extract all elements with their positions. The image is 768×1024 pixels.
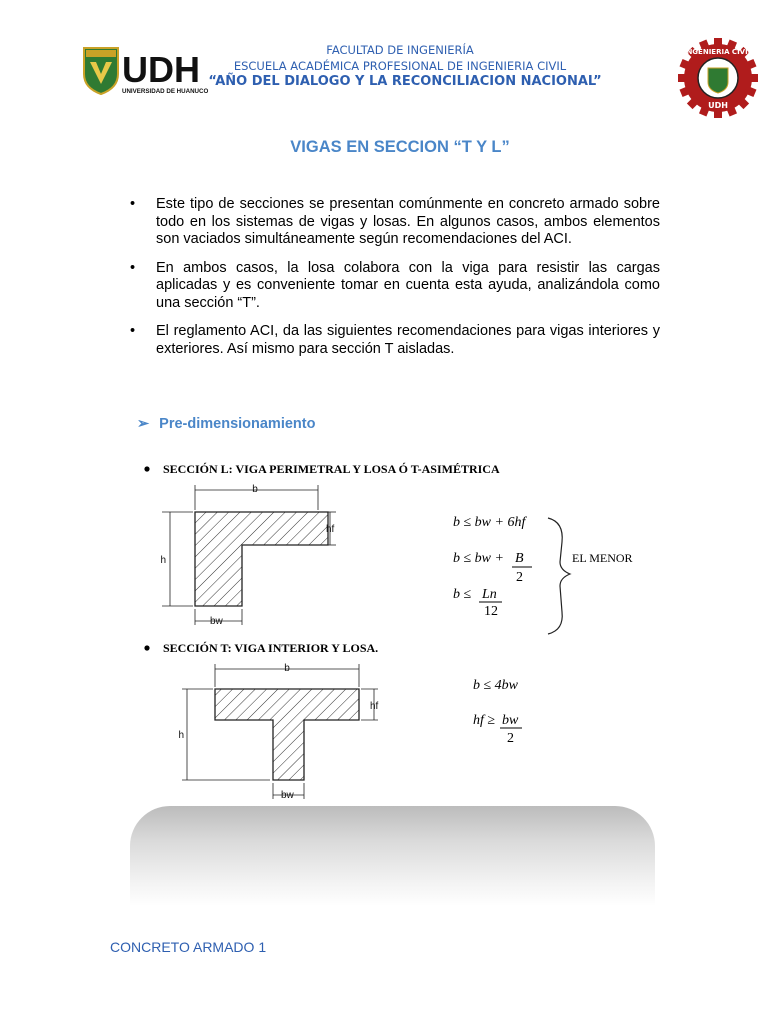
eq-t-1: b ≤ 4bw [473, 678, 519, 693]
bullet-marker: • [130, 323, 136, 339]
dim-h-label: h [178, 730, 184, 741]
bullet-marker: • [130, 259, 136, 276]
bullet-marker: • [130, 196, 136, 212]
dim-h-label: h [160, 555, 166, 566]
logo-subtitle: UNIVERSIDAD DE HUANUCO [122, 88, 209, 95]
bullet-item [130, 260, 660, 313]
dim-hf-label: hf [326, 524, 335, 535]
subheading-text: Pre-dimensionamiento [159, 416, 316, 432]
page-title: VIGAS EN SECCION “T Y L” [290, 138, 510, 156]
dim-bw-label: bw [281, 790, 294, 801]
school-name: ESCUELA ACADÉMICA PROFESIONAL DE INGENIERIA CIVIL [233, 59, 567, 73]
brace-label: EL MENOR [572, 551, 633, 565]
eq-l-3-den: 12 [484, 604, 498, 619]
bullet-dot [144, 466, 149, 471]
beam-sections-figure [130, 452, 655, 802]
section-l-heading: SECCIÓN L: VIGA PERIMETRAL Y LOSA Ó T-ASIMÉTRICA [163, 462, 500, 476]
subheading [137, 416, 315, 432]
bullet-text: Este tipo de secciones se presentan comúnmente en concreto armado sobre todo en los sistemas de vigas y losas. En algunos casos, ambos elementos son vaciados simultáneamente según recomendaciones del ACI. [156, 196, 660, 247]
dim-hf-label: hf [370, 701, 379, 712]
bullet-text: El reglamento ACI, da las siguientes recomendaciones para vigas interiores y exteriores. Así mismo para sección T aisladas. [156, 323, 660, 357]
bullet-item [130, 196, 660, 249]
seal-text-bottom: UDH [708, 101, 728, 110]
dim-b-label: b [252, 484, 258, 495]
eq-l-2: b ≤ bw + [453, 551, 504, 566]
bullet-dot [144, 645, 149, 650]
eq-l-2-den: 2 [516, 570, 523, 585]
t-section-shape [215, 689, 359, 780]
civil-engineering-seal [678, 38, 758, 118]
eq-t-2-num: bw [502, 713, 519, 728]
seal-text-top: INGENIERIA CIVIL [683, 48, 753, 56]
eq-l-3: b ≤ [453, 587, 472, 602]
bullet-list [130, 196, 660, 369]
logo-text: UDH [122, 49, 200, 90]
eq-l-3-num: Ln [482, 587, 497, 602]
eq-l-1: b ≤ bw + 6hf [453, 515, 526, 530]
section-t-heading: SECCIÓN T: VIGA INTERIOR Y LOSA. [163, 641, 379, 655]
eq-l-2-num: B [515, 551, 524, 566]
arrow-icon: ➢ [137, 416, 150, 432]
eq-t-2-den: 2 [507, 731, 514, 746]
dim-bw-label: bw [210, 616, 223, 627]
bullet-text: En ambos casos, la losa colabora con la viga para resistir las cargas aplicadas y es conveniente tomar en cuenta esta ayuda, analizándola como una sección “T”. [156, 259, 660, 311]
brace-icon [548, 518, 570, 634]
eq-t-2: hf ≥ [473, 713, 496, 728]
footer-course-name: CONCRETO ARMADO 1 [110, 939, 267, 955]
bullet-item [130, 323, 660, 358]
reflection-shadow [130, 806, 655, 906]
year-motto: “AÑO DEL DIALOGO Y LA RECONCILIACION NACIONAL” [208, 74, 602, 89]
l-section-shape [195, 512, 328, 606]
dim-b-label: b [284, 663, 290, 674]
faculty-name: FACULTAD DE INGENIERÍA [326, 43, 474, 57]
